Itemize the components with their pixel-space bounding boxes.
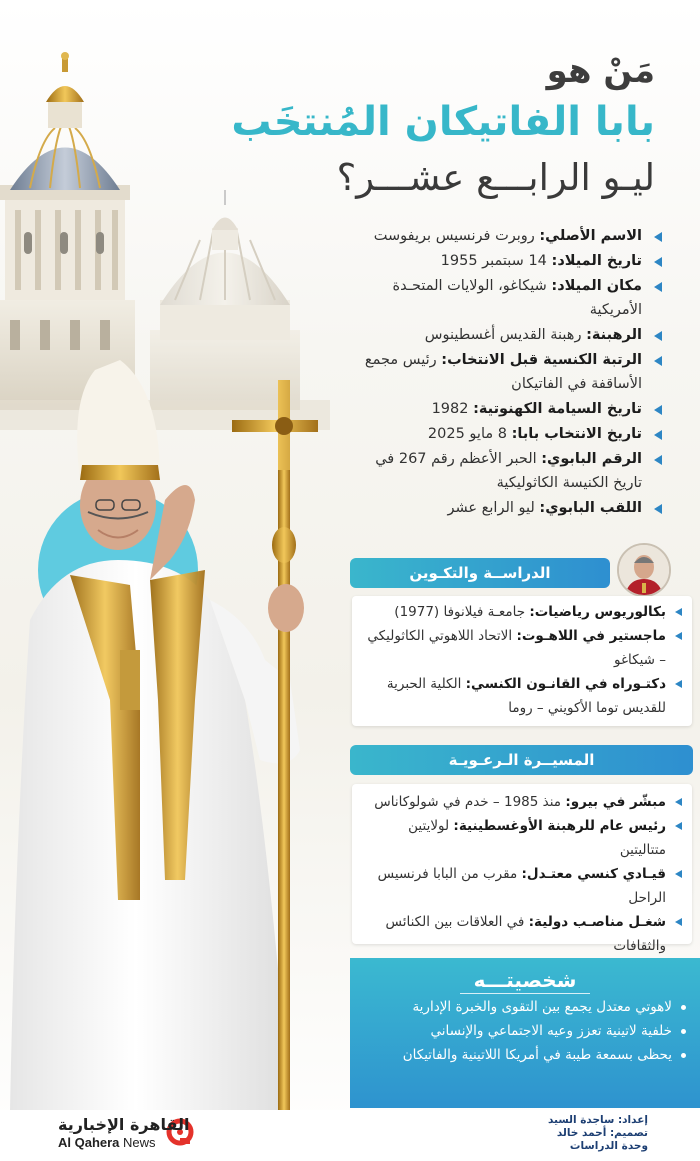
arrow-icon [675, 608, 682, 616]
pope-portrait-avatar [617, 543, 671, 597]
logo-english-text: Al Qahera News [58, 1135, 156, 1150]
title-line-2: بابا الفاتيكان المُنتخَب [231, 99, 655, 145]
title-underline [460, 993, 590, 994]
personality-title: شخصيتـــه [473, 968, 577, 992]
arrow-icon [654, 430, 662, 440]
education-item: ماجستير في اللاهـوت: الاتحاد اللاهوتي الكاثوليكي – شيكاغو [358, 624, 684, 672]
fact-item: تاريخ الميلاد: 14 سبتمبر 1955 [342, 249, 662, 273]
education-item: دكتـوراه في القانـون الكنسي: الكلية الحبرية للقديس توما الأكويني – روما [358, 672, 684, 720]
credit-line: تصميم: أحمد خالد [556, 1127, 648, 1139]
bullet-icon [681, 1053, 686, 1058]
arrow-icon [675, 822, 682, 830]
footer [0, 1110, 700, 1161]
arrow-icon [654, 331, 662, 341]
pastoral-item: شغـل مناصـب دولية: في العلاقات بين الكنائس والثقافات [358, 910, 684, 958]
title-line-1: مَنْ هو [546, 51, 655, 91]
personality-item: لاهوتي معتدل يجمع بين التقوى والخبرة الإدارية [412, 996, 686, 1018]
logo-arabic-text: القاهرة الإخبارية [58, 1115, 190, 1134]
arrow-icon [675, 798, 682, 806]
arrow-icon [654, 405, 662, 415]
fact-item: مكان الميلاد: شيكاغو، الولايات المتحـدة الأمريكية [342, 274, 662, 322]
arrow-icon [675, 918, 682, 926]
arrow-icon [654, 232, 662, 242]
education-item: بكالوريوس رياضيات: جامعـة فيلانوفا (1977) [358, 600, 684, 624]
arrow-icon [675, 870, 682, 878]
arrow-icon [654, 356, 662, 366]
portrait-icon [619, 545, 669, 595]
arrow-icon [654, 257, 662, 267]
personality-item: خلفية لاتينية تعزز وعيه الاجتماعي والإنساني [431, 1020, 686, 1042]
pastoral-header: المسيــرة الـرعـويـة [350, 745, 693, 775]
arrow-icon [654, 455, 662, 465]
pastoral-item: قيـادي كنسي معتـدل: مقرب من البابا فرنسيس الراحل [358, 862, 684, 910]
education-card [352, 596, 692, 726]
arrow-icon [675, 680, 682, 688]
education-header: الدراســة والتكـوين [350, 558, 610, 588]
personality-box [350, 958, 700, 1108]
arrow-icon [654, 504, 662, 514]
credits [548, 1114, 648, 1153]
pastoral-card [352, 784, 692, 954]
personality-item: يحظى بسمعة طيبة في أمريكا اللاتينية والفاتيكان [403, 1044, 686, 1066]
credit-line: إعداد: ساجدة السيد [547, 1114, 648, 1126]
fact-item: الرهبنة: رهبنة القديس أغسطينوس [342, 323, 662, 347]
facts-list [342, 224, 662, 521]
arrow-icon [675, 632, 682, 640]
fact-item: تاريخ السيامة الكهنوتية: 1982 [342, 397, 662, 421]
fact-item: الرقم البابوي: الحبر الأعظم رقم 267 في تاريخ الكنيسة الكاثوليكية [342, 447, 662, 495]
fact-item: اللقب البابوي: ليو الرابع عشر [342, 496, 662, 520]
fact-item: تاريخ الانتخاب بابا: 8 مايو 2025 [342, 422, 662, 446]
pastoral-item: رئيس عام للرهبنة الأوغسطينية: لولايتين متتاليتين [358, 814, 684, 862]
pastoral-item: مبشّر في بيرو: منذ 1985 – خدم في شولوكاناس [358, 790, 684, 814]
main-title [225, 48, 655, 206]
bullet-icon [681, 1005, 686, 1010]
title-line-3: ليـو الرابـــع عشـــر؟ [336, 156, 655, 199]
bullet-icon [681, 1029, 686, 1034]
arrow-icon [654, 282, 662, 292]
fact-item: الاسم الأصلي: روبرت فرنسيس بريفوست [342, 224, 662, 248]
credit-line: وحدة الدراسات [569, 1140, 648, 1152]
fact-item: الرتبة الكنسية قبل الانتخاب: رئيس مجمع الأساقفة في الفاتيكان [342, 348, 662, 396]
